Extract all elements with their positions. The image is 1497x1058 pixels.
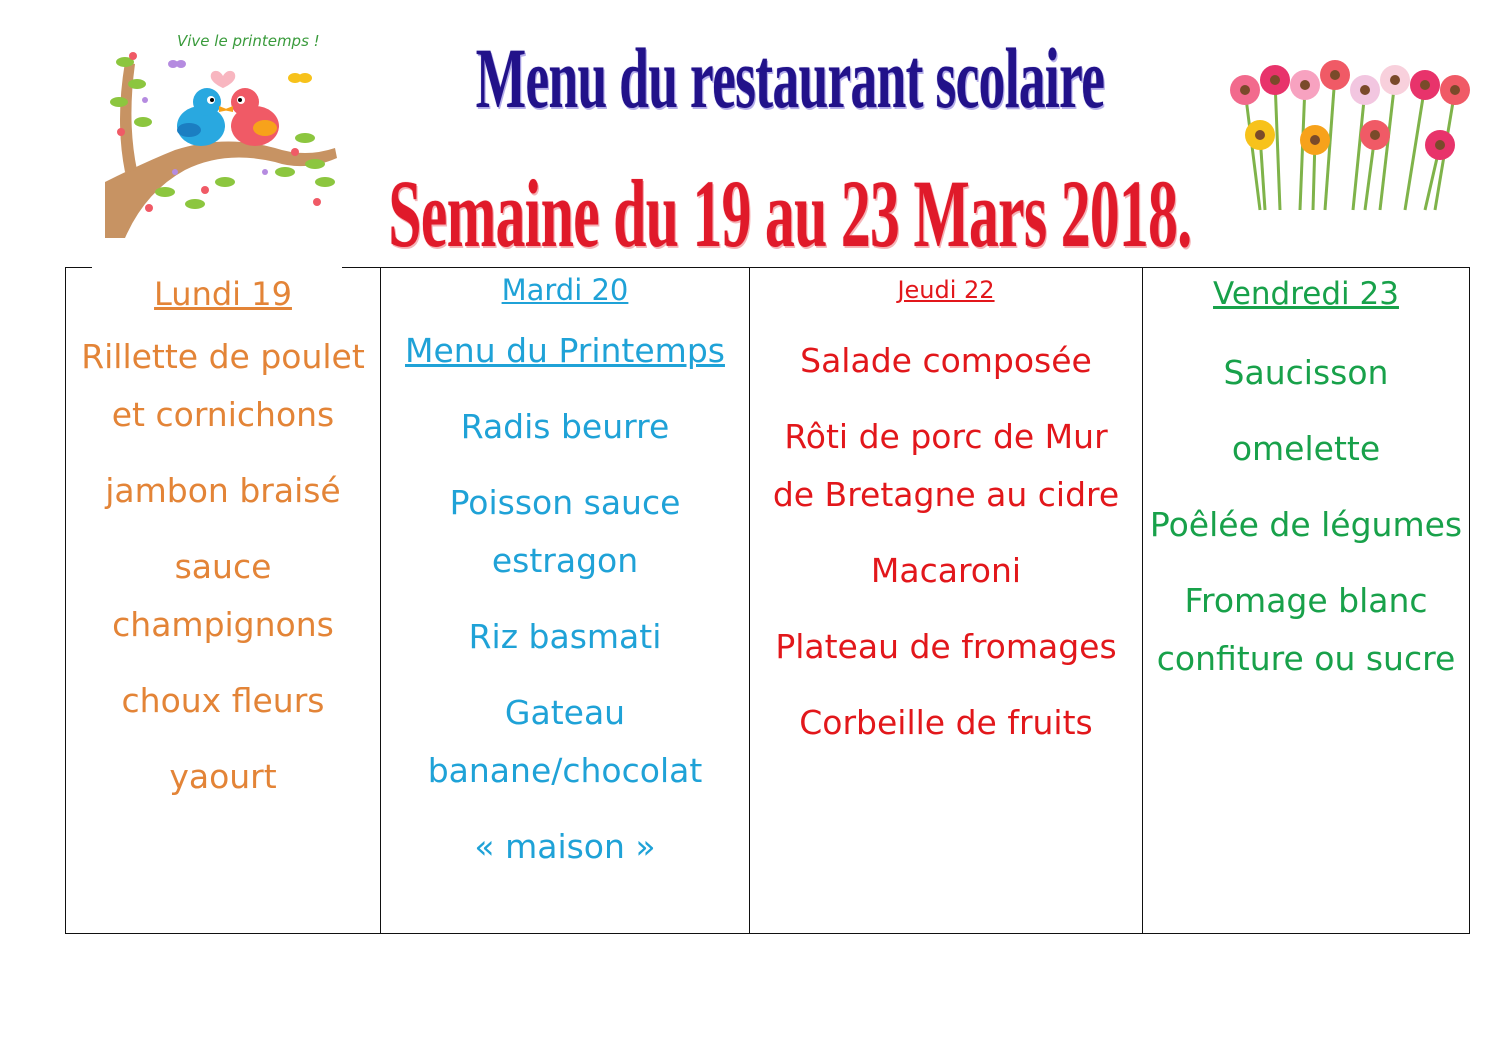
menu-item: jambon braisé <box>105 471 341 510</box>
menu-item: Gateau <box>504 693 626 732</box>
menu-item: Salade composée <box>800 341 1092 380</box>
day-heading: Lundi 19 <box>154 275 292 313</box>
table-top-notch <box>92 262 342 270</box>
spring-birds-illustration <box>105 22 340 242</box>
day-column-mardi <box>380 268 749 933</box>
logo-text: Vive le printemps ! <box>177 32 320 50</box>
day-heading: Jeudi 22 <box>897 276 995 304</box>
menu-item: Rôti de porc de Mur <box>784 417 1108 456</box>
menu-item: banane/chocolat <box>427 751 703 790</box>
menu-item: champignons <box>112 605 334 644</box>
day-heading: Mardi 20 <box>501 273 629 307</box>
day-column-lundi <box>66 268 380 933</box>
menu-item: yaourt <box>169 757 277 796</box>
menu-item: Plateau de fromages <box>775 627 1117 666</box>
menu-item: Corbeille de fruits <box>799 703 1093 742</box>
menu-item: estragon <box>491 541 639 580</box>
menu-item: omelette <box>1231 429 1381 468</box>
menu-item: « maison » <box>474 827 656 866</box>
menu-item: Macaroni <box>870 551 1022 590</box>
menu-item: Poisson sauce <box>449 483 681 522</box>
menu-item: Saucisson <box>1223 353 1389 392</box>
page-title: Menu du restaurant scolaire <box>475 30 1105 126</box>
day-column-vendredi <box>1142 268 1469 933</box>
gerbera-flowers-illustration <box>1225 60 1475 215</box>
menu-item: confiture ou sucre <box>1156 639 1456 678</box>
menu-item: sauce <box>174 547 272 586</box>
weekly-menu-table <box>65 267 1470 934</box>
menu-item: de Bretagne au cidre <box>772 475 1120 514</box>
menu-item: Fromage blanc <box>1184 581 1428 620</box>
menu-item: Riz basmati <box>468 617 662 656</box>
day-heading: Vendredi 23 <box>1213 276 1399 312</box>
day-column-jeudi <box>749 268 1142 933</box>
menu-item: Rillette de poulet <box>81 337 365 376</box>
menu-item: choux fleurs <box>121 681 325 720</box>
menu-item: Poêlée de légumes <box>1149 505 1463 544</box>
week-subtitle: Semaine du 19 au 23 Mars 2018. <box>388 160 1192 267</box>
menu-item: Menu du Printemps <box>405 331 725 370</box>
menu-item: et cornichons <box>111 395 335 434</box>
menu-item: Radis beurre <box>460 407 670 446</box>
